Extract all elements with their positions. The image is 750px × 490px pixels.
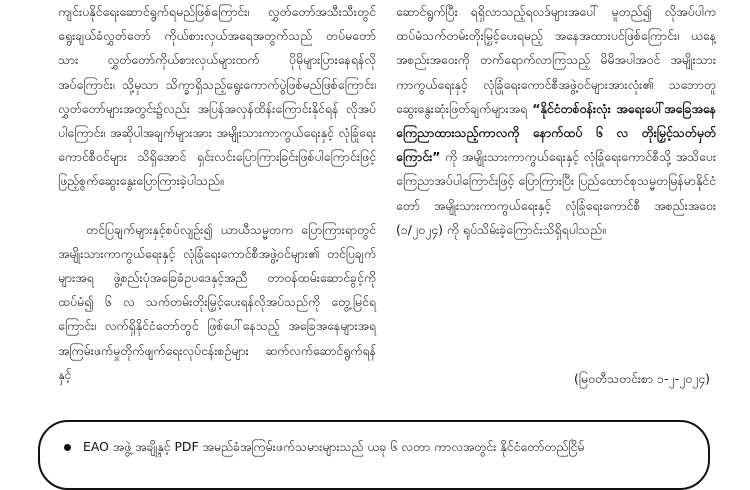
notice-bullet-text: EAO အဖွဲ့ အချို့နှင့် PDF အမည်ခံအကြမ်းဖက်သမားများသည် ယခု ၆ လတာ ကာလအတွင်း နိုင်ငံတော်တည်ငြိမ် (83, 439, 585, 454)
left-paragraph-1: ကျင်းပနိုင်ရေးဆောင်ရွက်ရမည်ဖြစ်ကြောင်း၊ လွှတ်တော်အသီးသီးတွင် ရွေးချယ်ခံလွှတ်တော် ကိုယ်စားလှယ်အရေအတွက်သည် တပ်မတော်သား လွှတ်တော်ကိုယ်စားလှယ်များထက် ပိုမိုများပြားနေရန်လိုအပ်ကြောင်း၊ သို့မှသာ သိက္ခာရှိသည့်ရွေးကောက်ပွဲဖြစ်မည်ဖြစ်ကြောင်း၊ လွှတ်တော်များအတွင်း၌လည်း အပြန်အလှန်ထိန်းကြောင်းနိုင်ရန် လိုအပ်ပါကြောင်း၊ အဆိုပါအချက်များအား အမျိုးသားကာကွယ်ရေးနှင့် လုံခြုံရေးကောင်စီဝင်များ သိရှိအောင် ရှင်းလင်းပြောကြားခြင်းဖြစ်ပါကြောင်းဖြင့် ဖြည့်စွက်ဆွေးနွေးပြောကြားခဲ့ပါသည်။ (58, 4, 376, 189)
source-citation: (မြဝတီသတင်းစာ ၁-၂-၂၀၂၄) (573, 371, 710, 386)
right-column (396, 0, 716, 242)
right-text-part-2: ကို အမျိုးသားကာကွယ်ရေးနှင့် လုံခြုံရေးကောင်စီသို့ အသိပေးကြေညာအပ်ပါကြောင်းဖြင့် ပြောကြားပြီး ပြည်ထောင်စုသမ္မတမြန်မာနိုင်ငံတော် အမျိုးသားကာကွယ်ရေးနှင့် လုံခြုံရေးကောင်စီ အစည်းအဝေး (၁/၂၀၂၄) ကို ရုပ်သိမ်းခဲ့ကြောင်းသိရှိရပါသည်။ (396, 149, 716, 237)
bullet-icon (64, 444, 71, 451)
right-paragraph (396, 0, 716, 242)
left-column (58, 0, 376, 387)
notice-bullet-item (64, 436, 704, 458)
left-paragraph-2: တင်ပြချက်များနှင့်စပ်လျဉ်း၍ ယာယီသမ္မတက ပြောကြားရာတွင် အမျိုးသားကာကွယ်ရေးနှင့် လုံခြုံရေးကောင်စီအဖွဲ့ဝင်များ၏ တင်ပြချက်များအရ ဖွဲ့စည်းပုံအခြေခံဥပဒေနှင့်အညီ တာဝန်ထမ်းဆောင်ခွင့်ကို ထပ်မံ၍ ၆ လ သက်တမ်းတိုးမြှင့်ပေးရန်လိုအပ်သည်ကို တွေ့မြင်ရကြောင်း၊ လက်ရှိနိုင်ငံတော်တွင် ဖြစ်ပေါ်နေသည့် အခြေအနေများအရ အကြမ်းဖက်မှုတိုက်ဖျက်ရေးလုပ်ငန်းစဉ်များ ဆက်လက်ဆောင်ရွက်ရန်နှင့် (58, 221, 376, 382)
emphasized-declaration: “နိုင်ငံတစ်ဝန်းလုံး အရေးပေါ်အခြေအနေ ကြေညာထားသည့်ကာလကို နောက်ထပ် ၆ လ တိုးမြှင့်သတ်မှတ်ကြောင်း” (396, 100, 717, 165)
right-text-part-1: ဆောင်ရွက်ပြီး ရရှိလာသည့်ရလဒ်များအပေါ် မူတည်၍ လိုအပ်ပါက ထပ်မံသက်တမ်းတိုးမြှင့်ပေးရမည့် အနေအထားပင်ဖြစ်ကြောင်း၊ ယနေ့အစည်းအဝေးကို တက်ရောက်လာကြသည့် မိမိအပါအဝင် အမျိုးသားကာကွယ်ရေးနှင့် လုံခြုံရေးကောင်စီအဖွဲ့ဝင်များအားလုံး၏ သဘောတူဆွေးနွေးဆုံးဖြတ်ချက်များအရ (396, 4, 716, 116)
